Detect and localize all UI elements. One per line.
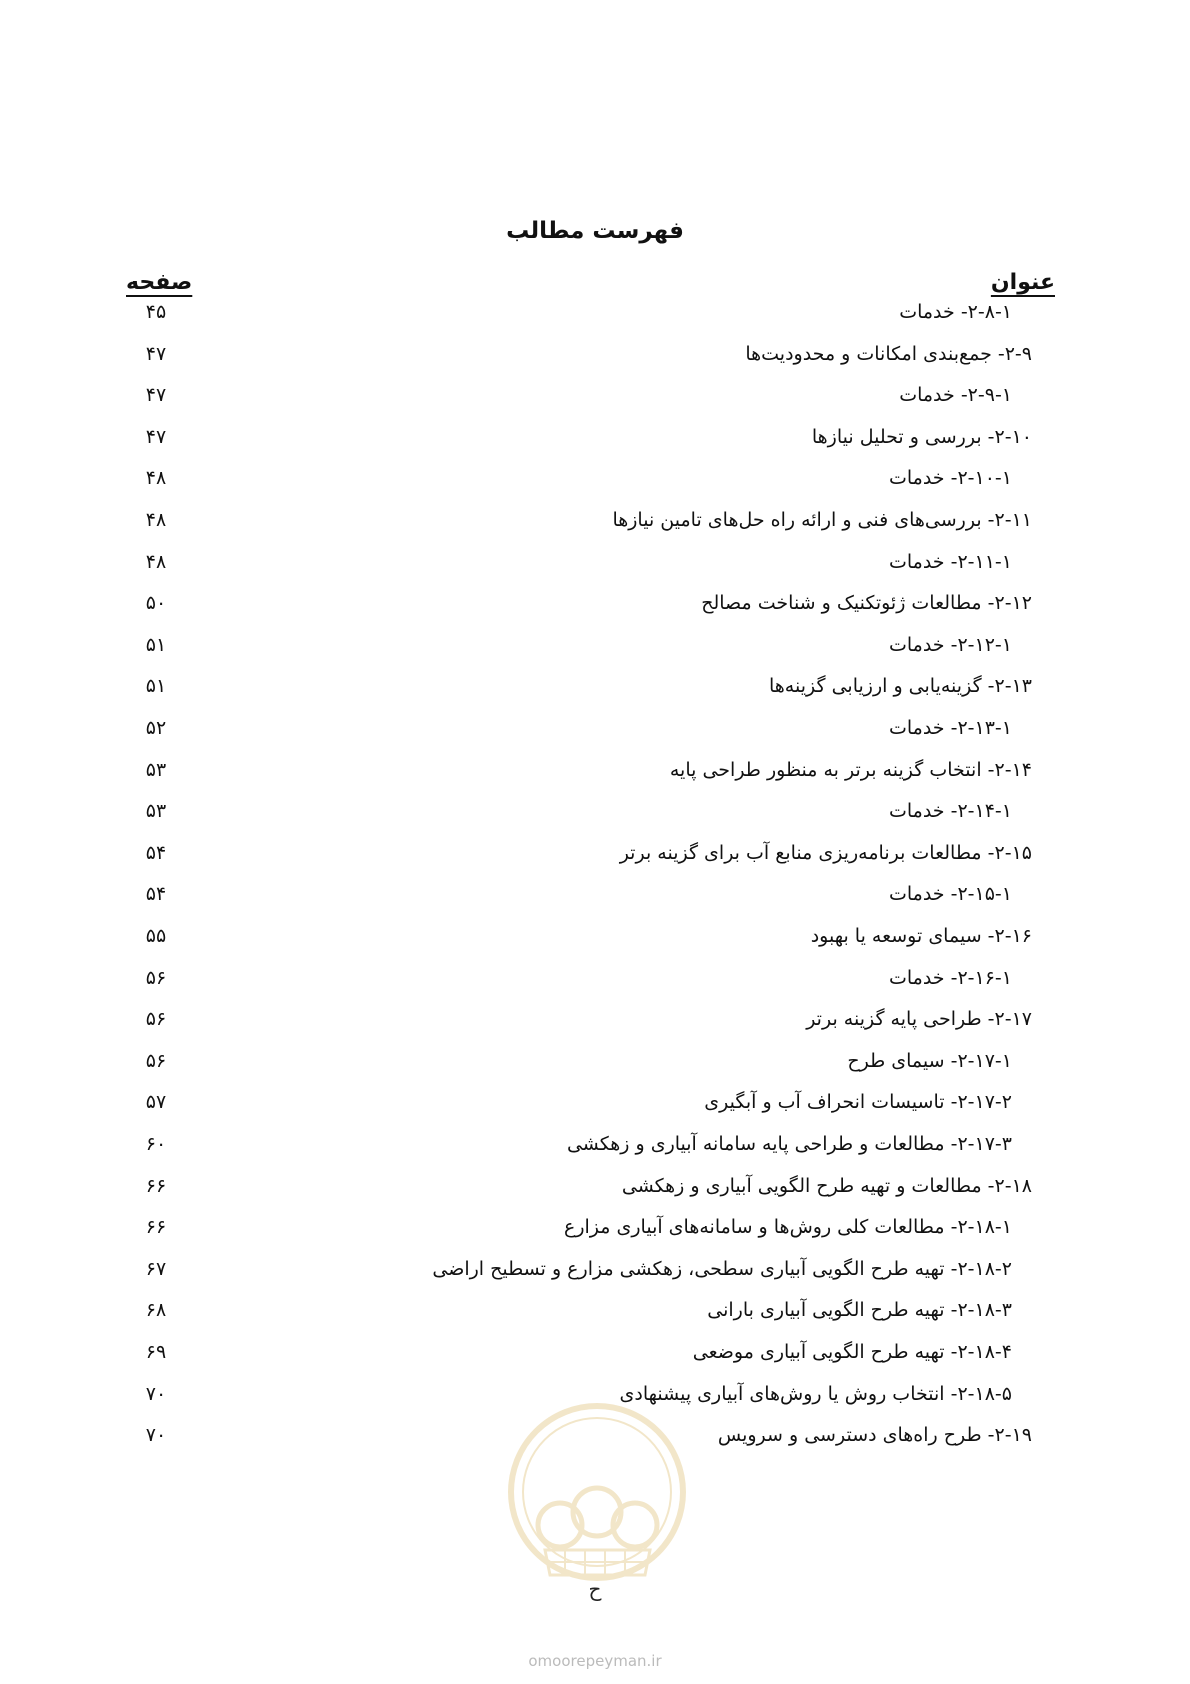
toc-entry-page: ۴۸ [145,509,167,531]
toc-entry-title: ۲-۱۸-۴- تهیه طرح الگویی آبیاری موضعی [692,1341,1012,1363]
toc-entry-title: ۲-۱۶-۱- خدمات [888,966,1012,989]
toc-entry-page: ۵۷ [145,1091,167,1114]
toc-entry-title: ۲-۱۷- طراحی پایه گزینه برتر [806,1008,1032,1031]
toc-entry-page: ۴۷ [145,384,167,407]
toc-entry-title: ۲-۱۶- سیمای توسعه یا بهبود [810,925,1032,947]
toc-entry-page: ۵۱ [145,633,167,656]
toc-entry-page: ۵۴ [145,841,167,864]
toc-entry-page: ۷۰ [145,1382,167,1405]
toc-entry-title: ۲-۱۲-۱- خدمات [888,633,1012,656]
toc-entry-title: ۲-۱۵-۱- خدمات [888,883,1012,906]
toc-entry-title: ۲-۱۵- مطالعات برنامه‌ریزی منابع آب برای گزینه برتر [619,841,1032,864]
toc-entry [0,916,1190,956]
toc-entry-title: ۲-۱۸-۲- تهیه طرح الگویی آبیاری سطحی، زهکشی مزارع و تسطیح اراضی [432,1257,1012,1280]
toc-entry-title: ۲-۱۹- طرح راه‌های دسترسی و سرویس [717,1424,1032,1447]
toc-entry-page: ۵۶ [145,966,167,989]
toc-entry-title: ۲-۱۱-۱- خدمات [888,550,1012,573]
toc-entry [0,458,1190,498]
toc-entry-page: ۶۶ [145,1216,167,1239]
toc-entry-title: ۲-۹- جمع‌بندی امکانات و محدودیت‌ها [745,342,1032,365]
toc-entry-title: ۲-۱۱- بررسی‌های فنی و ارائه راه حل‌های تامین نیازها [612,509,1032,531]
toc-entry-title: ۲-۱۷-۲- تاسیسات انحراف آب و آبگیری [704,1091,1012,1114]
toc-entry-title: ۲-۱۸-۳- تهیه طرح الگویی آبیاری بارانی [707,1299,1012,1322]
toc-entry [0,500,1190,540]
page-number: ح [588,1577,602,1601]
toc-entry [0,999,1190,1039]
page-title: فهرست مطالب [506,218,684,244]
toc-entry-page: ۴۵ [145,301,167,323]
toc-entry [0,625,1190,665]
toc-entry-page: ۵۳ [145,800,167,823]
toc-entry [0,375,1190,415]
toc-entry-page: ۶۰ [145,1133,167,1155]
toc-entry [0,1166,1190,1206]
watermark-logo-icon [505,1400,690,1590]
toc-entry-title: ۲-۹-۱- خدمات [899,384,1012,407]
toc-entry-page: ۵۱ [145,675,167,698]
toc-entry [0,1124,1190,1164]
toc-entry-title: ۲-۸-۱- خدمات [899,301,1012,323]
toc-entry [0,1041,1190,1081]
column-header-title: عنوان [990,270,1055,295]
toc-entry [0,1082,1190,1122]
toc-entry [0,750,1190,790]
toc-entry-title: ۲-۱۴- انتخاب گزینه برتر به منظور طراحی پایه [669,758,1032,781]
toc-entry-page: ۵۵ [145,925,167,947]
toc-entry [0,292,1190,332]
toc-entry [0,666,1190,706]
toc-entry-page: ۶۶ [145,1174,167,1197]
toc-entry-page: ۵۴ [145,883,167,906]
toc-entry-page: ۷۰ [145,1424,167,1447]
toc-entry-page: ۶۷ [145,1257,167,1280]
toc-entry-page: ۶۸ [145,1299,167,1322]
toc-entry [0,1207,1190,1247]
toc-entry [0,1290,1190,1330]
toc-entry [0,583,1190,623]
toc-entry [0,334,1190,374]
toc-entry-title: ۲-۱۴-۱- خدمات [888,800,1012,823]
toc-entry-title: ۲-۱۸- مطالعات و تهیه طرح الگویی آبیاری و زهکشی [621,1174,1032,1197]
toc-entry-page: ۵۰ [145,592,167,615]
toc-entry [0,833,1190,873]
toc-entry [0,958,1190,998]
toc-entry [0,708,1190,748]
toc-entry-title: ۲-۱۷-۳- مطالعات و طراحی پایه سامانه آبیاری و زهکشی [566,1133,1012,1155]
toc-entry-title: ۲-۱۸-۵- انتخاب روش یا روش‌های آبیاری پیشنهادی [619,1382,1012,1405]
toc-entry-title: ۲-۱۲- مطالعات ژئوتکنیک و شناخت مصالح [701,592,1032,615]
toc-entry [0,1249,1190,1289]
toc-entry-title: ۲-۱۳- گزینه‌یابی و ارزیابی گزینه‌ها [769,675,1032,698]
toc-entry-page: ۶۹ [145,1341,167,1363]
toc-entry-page: ۵۲ [145,717,167,739]
watermark-url: omoorepeyman.ir [528,1652,662,1670]
toc-entry [0,874,1190,914]
toc-entry-title: ۲-۱۰-۱- خدمات [888,467,1012,490]
toc-entry [0,1332,1190,1372]
toc-entry-page: ۴۸ [145,550,167,573]
toc-entry-page: ۴۷ [145,342,167,365]
toc-entry-title: ۲-۱۰- بررسی و تحلیل نیازها [811,425,1032,448]
toc-entry-page: ۵۶ [145,1049,167,1072]
toc-entry-page: ۵۶ [145,1008,167,1031]
toc-entry-title: ۲-۱۷-۱- سیمای طرح [847,1049,1012,1072]
column-header-page: صفحه [126,270,193,295]
toc-entry-title: ۲-۱۸-۱- مطالعات کلی روش‌ها و سامانه‌های آبیاری مزارع [564,1216,1012,1239]
toc-entry [0,791,1190,831]
toc-entry [0,417,1190,457]
toc-entry-page: ۴۷ [145,425,167,448]
toc-entry-page: ۵۳ [145,758,167,781]
toc-entry-title: ۲-۱۳-۱- خدمات [888,717,1012,739]
toc-entry [0,542,1190,582]
toc-entry-page: ۴۸ [145,467,167,490]
